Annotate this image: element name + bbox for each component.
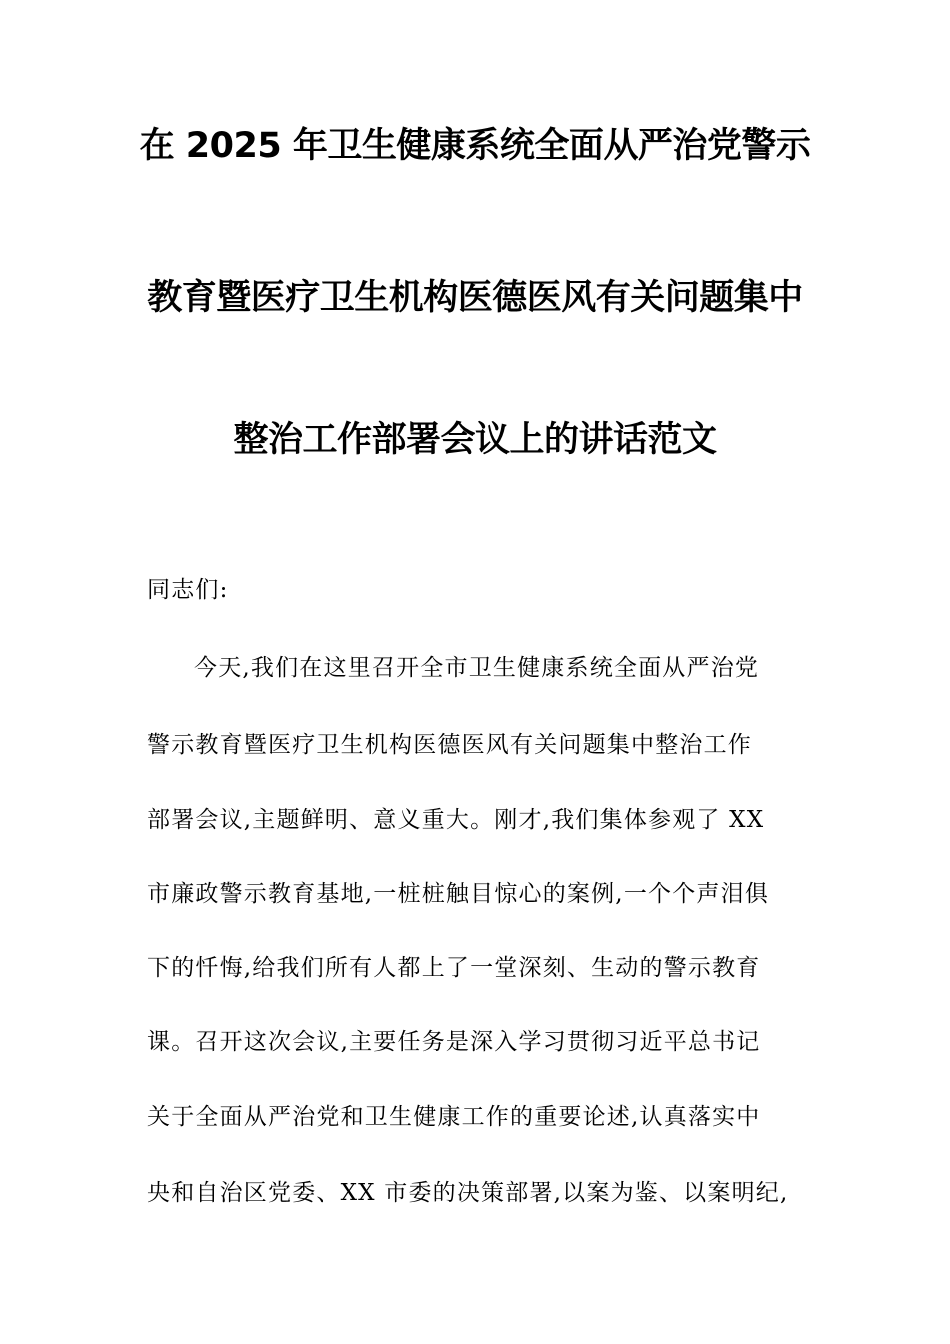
paragraph-line: 课。召开这次会议,主要任务是深入学习贯彻习近平总书记 [147, 1029, 761, 1055]
paragraph-line: 市廉政警示教育基地,一桩桩触目惊心的案例,一个个声泪俱 [147, 881, 770, 907]
document-title-line-2: 教育暨医疗卫生机构医德医风有关问题集中 [147, 278, 803, 318]
paragraph-line: 警示教育暨医疗卫生机构医德医风有关问题集中整治工作 [147, 732, 752, 758]
salutation: 同志们: [147, 577, 229, 603]
paragraph-line: 下的忏悔,给我们所有人都上了一堂深刻、生动的警示教育 [147, 955, 761, 981]
paragraph-line: 今天,我们在这里召开全市卫生健康系统全面从严治党 [194, 655, 760, 681]
paragraph-line: 部署会议,主题鲜明、意义重大。刚才,我们集体参观了 XX [147, 807, 765, 833]
paragraph-line: 关于全面从严治党和卫生健康工作的重要论述,认真落实中 [147, 1104, 761, 1130]
document-title-line-3: 整治工作部署会议上的讲话范文 [233, 420, 717, 460]
document-title-line-1: 在 2025 年卫生健康系统全面从严治党警示 [139, 126, 811, 166]
paragraph-line: 央和自治区党委、XX 市委的决策部署,以案为鉴、以案明纪, [147, 1180, 789, 1206]
